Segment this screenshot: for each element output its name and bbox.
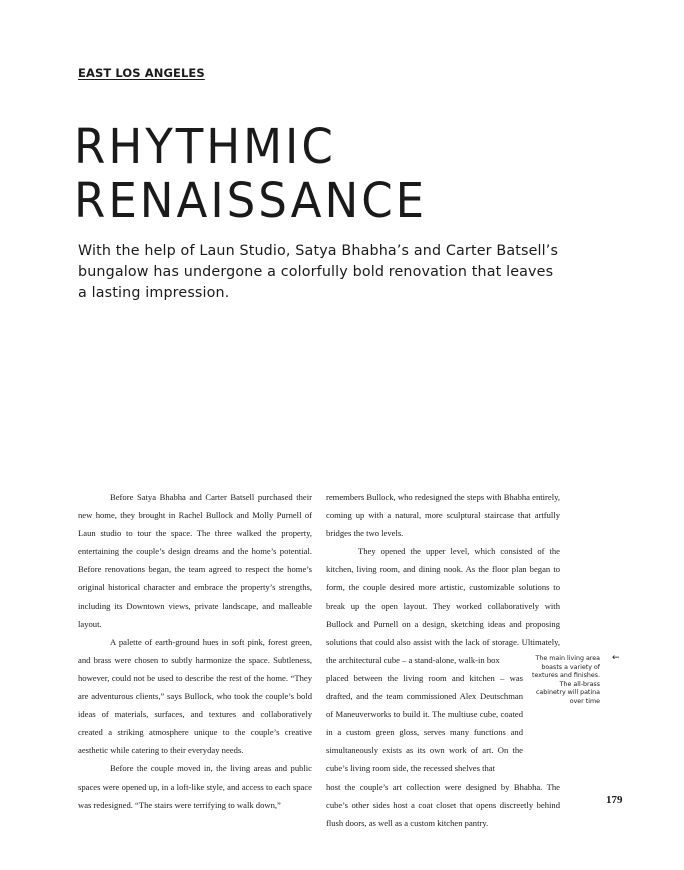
body-paragraph: They opened the upper level, which consisted of the kitchen, living room, and dining nook. As the floor plan began to form, the couple desired more artistic, customizable solutions to break up the open layout. They worked collaboratively with Bullock and Purnell on a design, sketching ideas and proposing solutions that could also assist with the lack of storage. Ultimately, the architectural cube – a stand-alone, walk-in box [326,546,560,665]
body-paragraph: remembers Bullock, who redesigned the steps with Bhabha entirely, coming up with a natural, more sculptural staircase that artfully bridges the two levels. [326,492,560,539]
body-paragraph: A palette of earth-ground hues in soft pink, forest green, and brass were chosen to subtly harmonize the space. Subtleness, however, could not be used to describe the rest of the home. “They are adventurous clients,” says Bullock, who took the couple’s bold ideas of materials, surfaces, and textures and collaboratively created a striking atmosphere unique to the couple’s creative aesthetic while catering to their everyday needs. [78,636,312,756]
caption-line: textures and finishes. [531,672,600,680]
caption-line: cabinetry will patina [535,689,600,697]
article-deck [78,241,559,304]
deck-line-3: a lasting impression. [78,285,230,301]
page-number: 179 [606,794,623,806]
article-title [74,120,427,228]
photo-caption [517,655,600,707]
caption-line: boasts a variety of [541,663,600,671]
body-column-left [78,488,312,814]
body-paragraph: Before Satya Bhabha and Carter Batsell purchased their new home, they brought in Rachel Bullock and Molly Purnell of Laun studio to tour the space. The three walked the property, entertaining the couple’s design dreams and the home’s potential. Before renovations began, the team agreed to respect the home’s original historical character and embrace the property’s strengths, including its Downtown views, private landscape, and malleable layout. [78,492,312,629]
title-line-2: RENAISSANCE [74,173,428,229]
body-paragraph-end: host the couple’s art collection were designed by Bhabha. The cube’s other sides host a coat closet that opens discreetly behind flush doors, as well as a custom kitchen pantry. [326,781,560,828]
deck-line-1: With the help of Laun Studio, Satya Bhabha’s and Carter Batsell’s [78,243,559,259]
body-paragraph-beside-caption: placed between the living room and kitchen – was drafted, and the team commissioned Alex Deutschman of Maneuverworks to build it. The multiuse cube, coated in a custom green gloss, serves many functions and simultaneously exists as its own work of art. On the cube’s living room side, the recessed shelves that [326,672,523,774]
caption-line: over time [569,697,600,705]
title-line-1: RHYTHMIC [74,119,336,175]
arrow-left-icon: ← [612,653,620,663]
deck-line-2: bungalow has undergone a colorfully bold renovation that leaves [78,264,554,280]
caption-line: The main living area [535,655,600,662]
section-label: EAST LOS ANGELES [78,66,205,80]
caption-line: The all-brass [559,680,600,688]
body-paragraph: Before the couple moved in, the living areas and public spaces were opened up, in a loft-like style, and access to each space was redesigned. “The stairs were terrifying to walk down,” [78,763,312,810]
